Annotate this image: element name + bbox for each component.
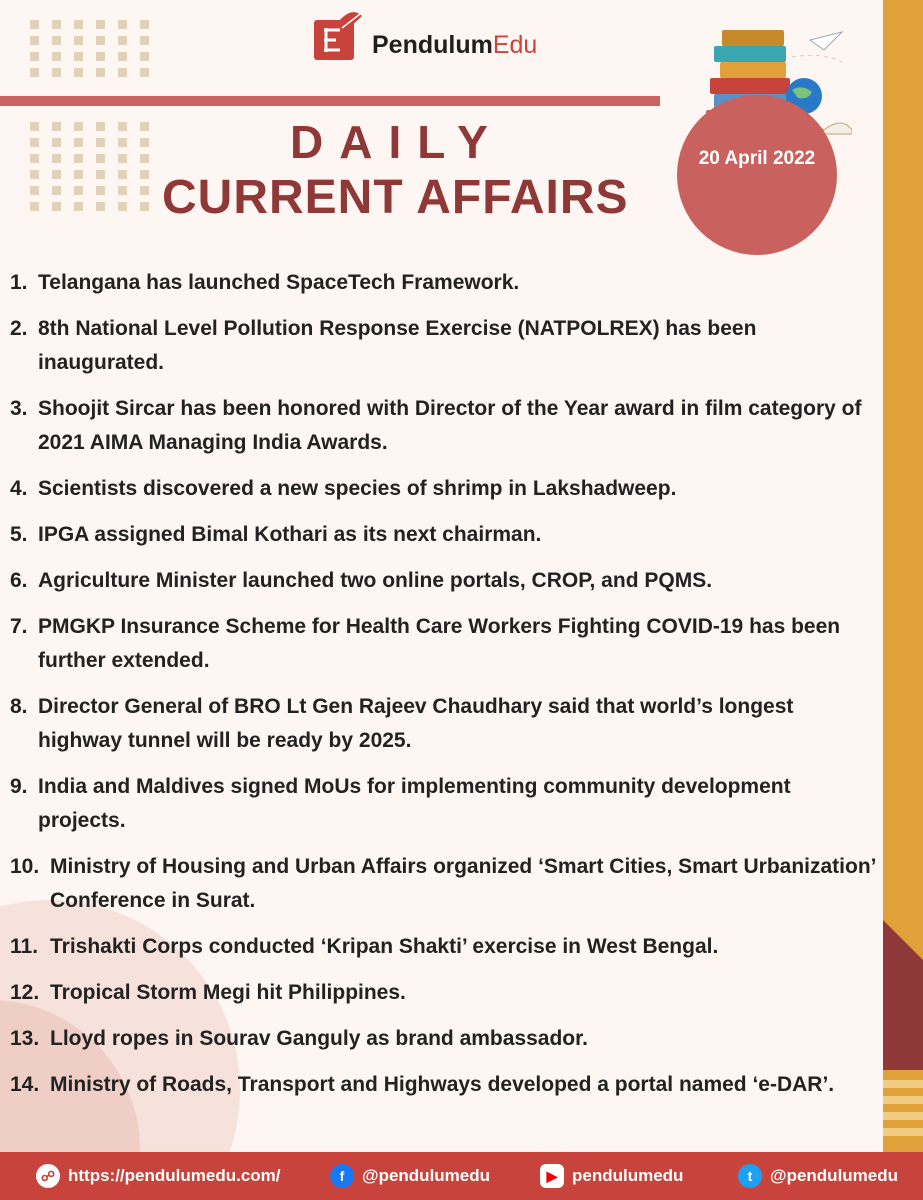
list-item — [10, 266, 880, 300]
date-label: 20 April 2022 — [698, 148, 816, 169]
list-item — [10, 850, 880, 918]
list-item — [10, 392, 880, 460]
pattern-dot — [52, 36, 61, 45]
youtube-icon: ▶ — [540, 1164, 564, 1188]
list-item — [10, 930, 880, 964]
pattern-dot — [140, 68, 149, 77]
list-item — [10, 518, 880, 552]
brand-suffix: Edu — [492, 30, 538, 59]
item-number: 2. — [10, 317, 28, 340]
item-number: 7. — [10, 615, 28, 638]
pattern-dot — [30, 170, 39, 179]
pattern-dot — [118, 186, 127, 195]
pattern-dot — [96, 186, 105, 195]
pattern-dot — [52, 186, 61, 195]
pattern-dot — [140, 186, 149, 195]
pattern-dot — [74, 186, 83, 195]
list-item — [10, 770, 880, 838]
pattern-dot — [74, 138, 83, 147]
footer-bar — [0, 1152, 923, 1200]
pattern-dot — [118, 154, 127, 163]
pattern-dot — [118, 52, 127, 61]
pattern-dot — [74, 52, 83, 61]
item-number: 1. — [10, 271, 28, 294]
header-bar — [0, 96, 660, 106]
item-text: Director General of BRO Lt Gen Rajeev Chaudhary said that world’s longest highway tunnel will be ready by 2025. — [38, 695, 794, 752]
pattern-dot — [74, 170, 83, 179]
twitter-icon: t — [738, 1164, 762, 1188]
pattern-dot — [74, 36, 83, 45]
pattern-dot — [140, 36, 149, 45]
item-number: 12. — [10, 981, 40, 1004]
pattern-dot — [52, 202, 61, 211]
pattern-dot — [96, 52, 105, 61]
list-item — [10, 610, 880, 678]
item-number: 11. — [10, 935, 39, 958]
list-item — [10, 472, 880, 506]
item-text: IPGA assigned Bimal Kothari as its next chairman. — [38, 523, 542, 546]
list-item — [10, 690, 880, 758]
pattern-dot — [74, 122, 83, 131]
item-text: Trishakti Corps conducted ‘Kripan Shakti’ exercise in West Bengal. — [50, 935, 719, 958]
title-daily: DAILY — [290, 116, 504, 168]
list-item — [10, 564, 880, 598]
item-text: India and Maldives signed MoUs for implementing community development projects. — [38, 775, 791, 832]
item-number: 10. — [10, 855, 40, 878]
list-item — [10, 1022, 880, 1056]
facebook-icon: f — [330, 1164, 354, 1188]
pattern-dot — [140, 138, 149, 147]
pattern-dot — [30, 36, 39, 45]
pattern-dot — [96, 138, 105, 147]
pattern-dot — [30, 68, 39, 77]
item-text: PMGKP Insurance Scheme for Health Care Workers Fighting COVID-19 has been further extended. — [38, 615, 841, 672]
item-number: 5. — [10, 523, 28, 546]
title-current-affairs: CURRENT AFFAIRS — [162, 171, 629, 224]
pattern-dot — [118, 170, 127, 179]
pattern-dot — [74, 154, 83, 163]
footer-youtube[interactable] — [540, 1152, 683, 1200]
date-circle — [677, 95, 837, 255]
footer-twitter[interactable] — [738, 1152, 898, 1200]
pattern-dot — [118, 122, 127, 131]
pattern-dot — [30, 202, 39, 211]
news-list — [10, 266, 880, 1114]
pattern-dot — [74, 20, 83, 29]
item-number: 9. — [10, 775, 28, 798]
pattern-dot — [140, 122, 149, 131]
pattern-dot — [52, 170, 61, 179]
pattern-dot — [96, 202, 105, 211]
pattern-dot — [140, 154, 149, 163]
item-text: Ministry of Roads, Transport and Highways developed a portal named ‘e-DAR’. — [50, 1073, 835, 1096]
pattern-dot — [118, 36, 127, 45]
item-text: Agriculture Minister launched two online portals, CROP, and PQMS. — [38, 569, 713, 592]
item-text: Ministry of Housing and Urban Affairs organized ‘Smart Cities, Smart Urbanization’ Conference in Surat. — [50, 855, 876, 912]
brand-name: Pendulum — [372, 30, 493, 59]
item-text: Telangana has launched SpaceTech Framework. — [38, 271, 520, 294]
item-number: 4. — [10, 477, 28, 500]
pattern-dot — [96, 36, 105, 45]
item-text: Lloyd ropes in Sourav Ganguly as brand ambassador. — [50, 1027, 588, 1050]
pattern-dot — [52, 52, 61, 61]
globe-icon: ☍ — [36, 1164, 60, 1188]
pattern-dot — [74, 68, 83, 77]
pattern-dot — [140, 20, 149, 29]
pattern-dot — [96, 68, 105, 77]
pattern-dot — [30, 154, 39, 163]
item-text: Scientists discovered a new species of shrimp in Lakshadweep. — [38, 477, 677, 500]
item-number: 13. — [10, 1027, 40, 1050]
brand-logo — [312, 10, 537, 66]
footer-facebook[interactable] — [330, 1152, 490, 1200]
side-triangle — [883, 920, 923, 1070]
item-text: Shoojit Sircar has been honored with Director of the Year award in film category of 2021 AIMA Managing India Awards. — [38, 397, 862, 454]
pattern-dot — [118, 138, 127, 147]
twitter-handle[interactable]: @pendulumedu — [770, 1166, 899, 1185]
pattern-dot — [118, 202, 127, 211]
item-text: Tropical Storm Megi hit Philippines. — [50, 981, 406, 1004]
youtube-handle[interactable]: pendulumedu — [572, 1166, 684, 1185]
pattern-dot — [52, 154, 61, 163]
pattern-dot — [30, 186, 39, 195]
item-number: 8. — [10, 695, 28, 718]
pattern-dot — [30, 122, 39, 131]
facebook-handle[interactable]: @pendulumedu — [362, 1166, 491, 1185]
pattern-dot — [52, 122, 61, 131]
pattern-dot — [118, 68, 127, 77]
list-item — [10, 1068, 880, 1102]
pattern-dot — [140, 202, 149, 211]
footer-website[interactable] — [36, 1152, 281, 1200]
pattern-dot — [30, 20, 39, 29]
pattern-dot — [52, 68, 61, 77]
pattern-dot — [118, 20, 127, 29]
side-stripes — [883, 1070, 923, 1150]
pendulum-logo-icon — [312, 10, 364, 66]
item-text: 8th National Level Pollution Response Exercise (NATPOLREX) has been inaugurated. — [38, 317, 757, 374]
website-link[interactable]: https://pendulumedu.com/ — [68, 1166, 281, 1185]
pattern-dot — [30, 52, 39, 61]
item-number: 6. — [10, 569, 28, 592]
pattern-dot — [140, 170, 149, 179]
pattern-dot — [96, 170, 105, 179]
pattern-dot — [74, 202, 83, 211]
item-number: 14. — [10, 1073, 40, 1096]
list-item — [10, 312, 880, 380]
pattern-dot — [52, 20, 61, 29]
pattern-dot — [96, 154, 105, 163]
pattern-dot — [52, 138, 61, 147]
pattern-dot — [96, 20, 105, 29]
list-item — [10, 976, 880, 1010]
pattern-dot — [140, 52, 149, 61]
pattern-dot — [96, 122, 105, 131]
item-number: 3. — [10, 397, 28, 420]
pattern-dot — [30, 138, 39, 147]
